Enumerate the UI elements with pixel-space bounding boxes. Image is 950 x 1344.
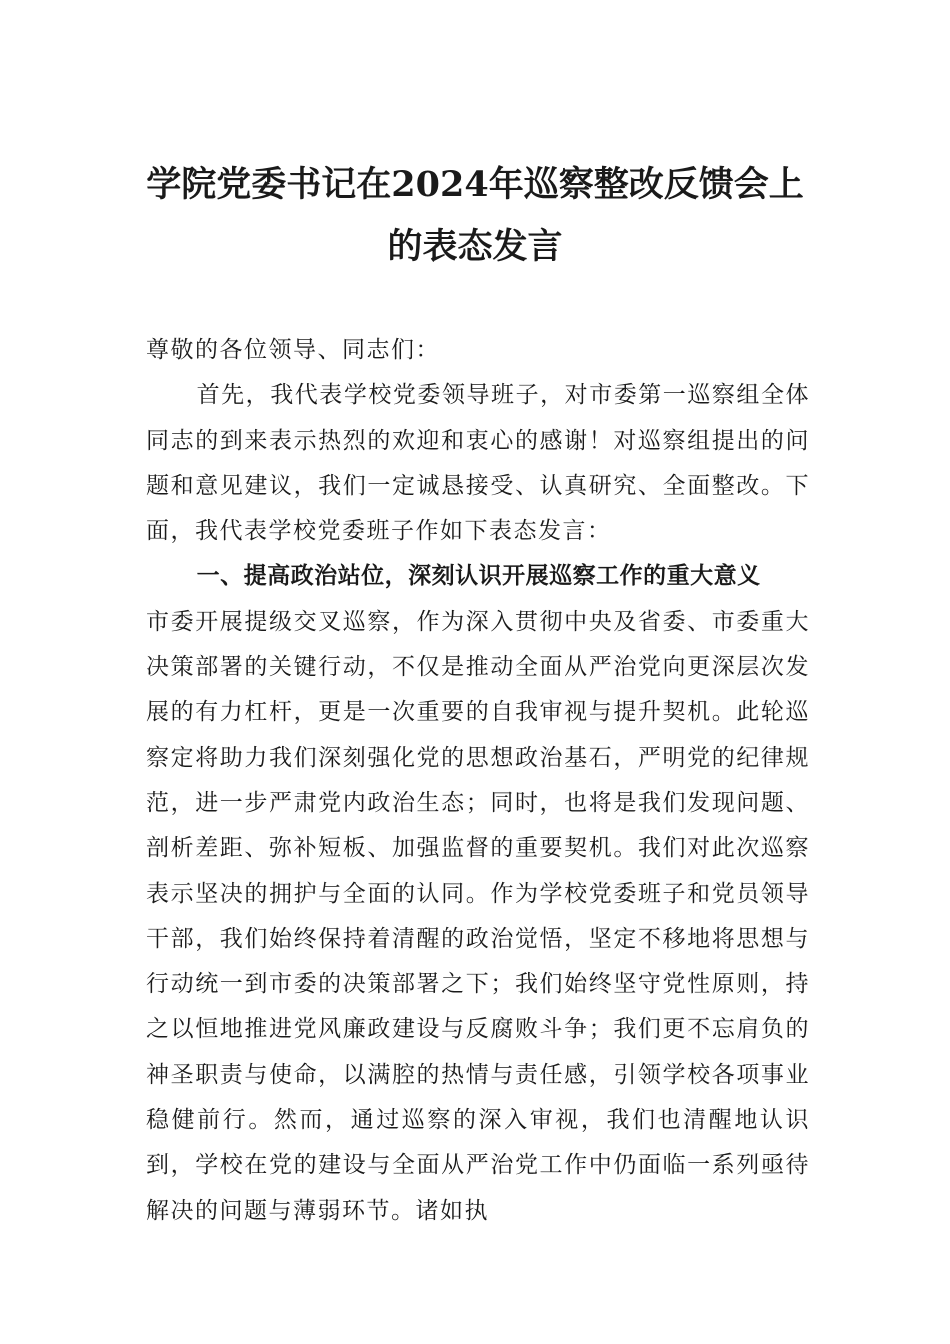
document-body	[146, 328, 810, 1234]
section-heading-1: 一、提高政治站位，深刻认识开展巡察工作的重大意义	[196, 563, 761, 590]
title-line-1: 学院党委书记在2024年巡察整改反馈会上	[146, 164, 804, 205]
salutation: 尊敬的各位领导、同志们：	[146, 337, 440, 363]
title-line-2: 的表态发言	[387, 226, 563, 267]
paragraph-section-1: 市委开展提级交叉巡察，作为深入贯彻中央及省委、市委重大决策部署的关键行动，不仅是推动全面从严治党向更深层次发展的有力杠杆，更是一次重要的自我审视与提升契机。此轮巡察定将助力我们深刻强化党的思想政治基石，严明党的纪律规范，进一步严肃党内政治生态；同时，也将是我们发现问题、剖析差距、弥补短板、加强监督的重要契机。我们对此次巡察表示坚决的拥护与全面的认同。作为学校党委班子和党员领导干部，我们始终保持着清醒的政治觉悟，坚定不移地将思想与行动统一到市委的决策部署之下；我们始终坚守党性原则，持之以恒地推进党风廉政建设与反腐败斗争；我们更不忘肩负的神圣职责与使命，以满腔的热情与责任感，引领学校各项事业稳健前行。然而，通过巡察的深入审视，我们也清醒地认识到，学校在党的建设与全面从严治党工作中仍面临一系列亟待解决的问题与薄弱环节。诸如执	[146, 608, 810, 1224]
document-title	[120, 154, 830, 278]
paragraph-opening: 首先，我代表学校党委领导班子，对市委第一巡察组全体同志的到来表示热烈的欢迎和衷心的感谢！对巡察组提出的问题和意见建议，我们一定诚恳接受、认真研究、全面整改。下面，我代表学校党委班子作如下表态发言：	[146, 382, 810, 545]
